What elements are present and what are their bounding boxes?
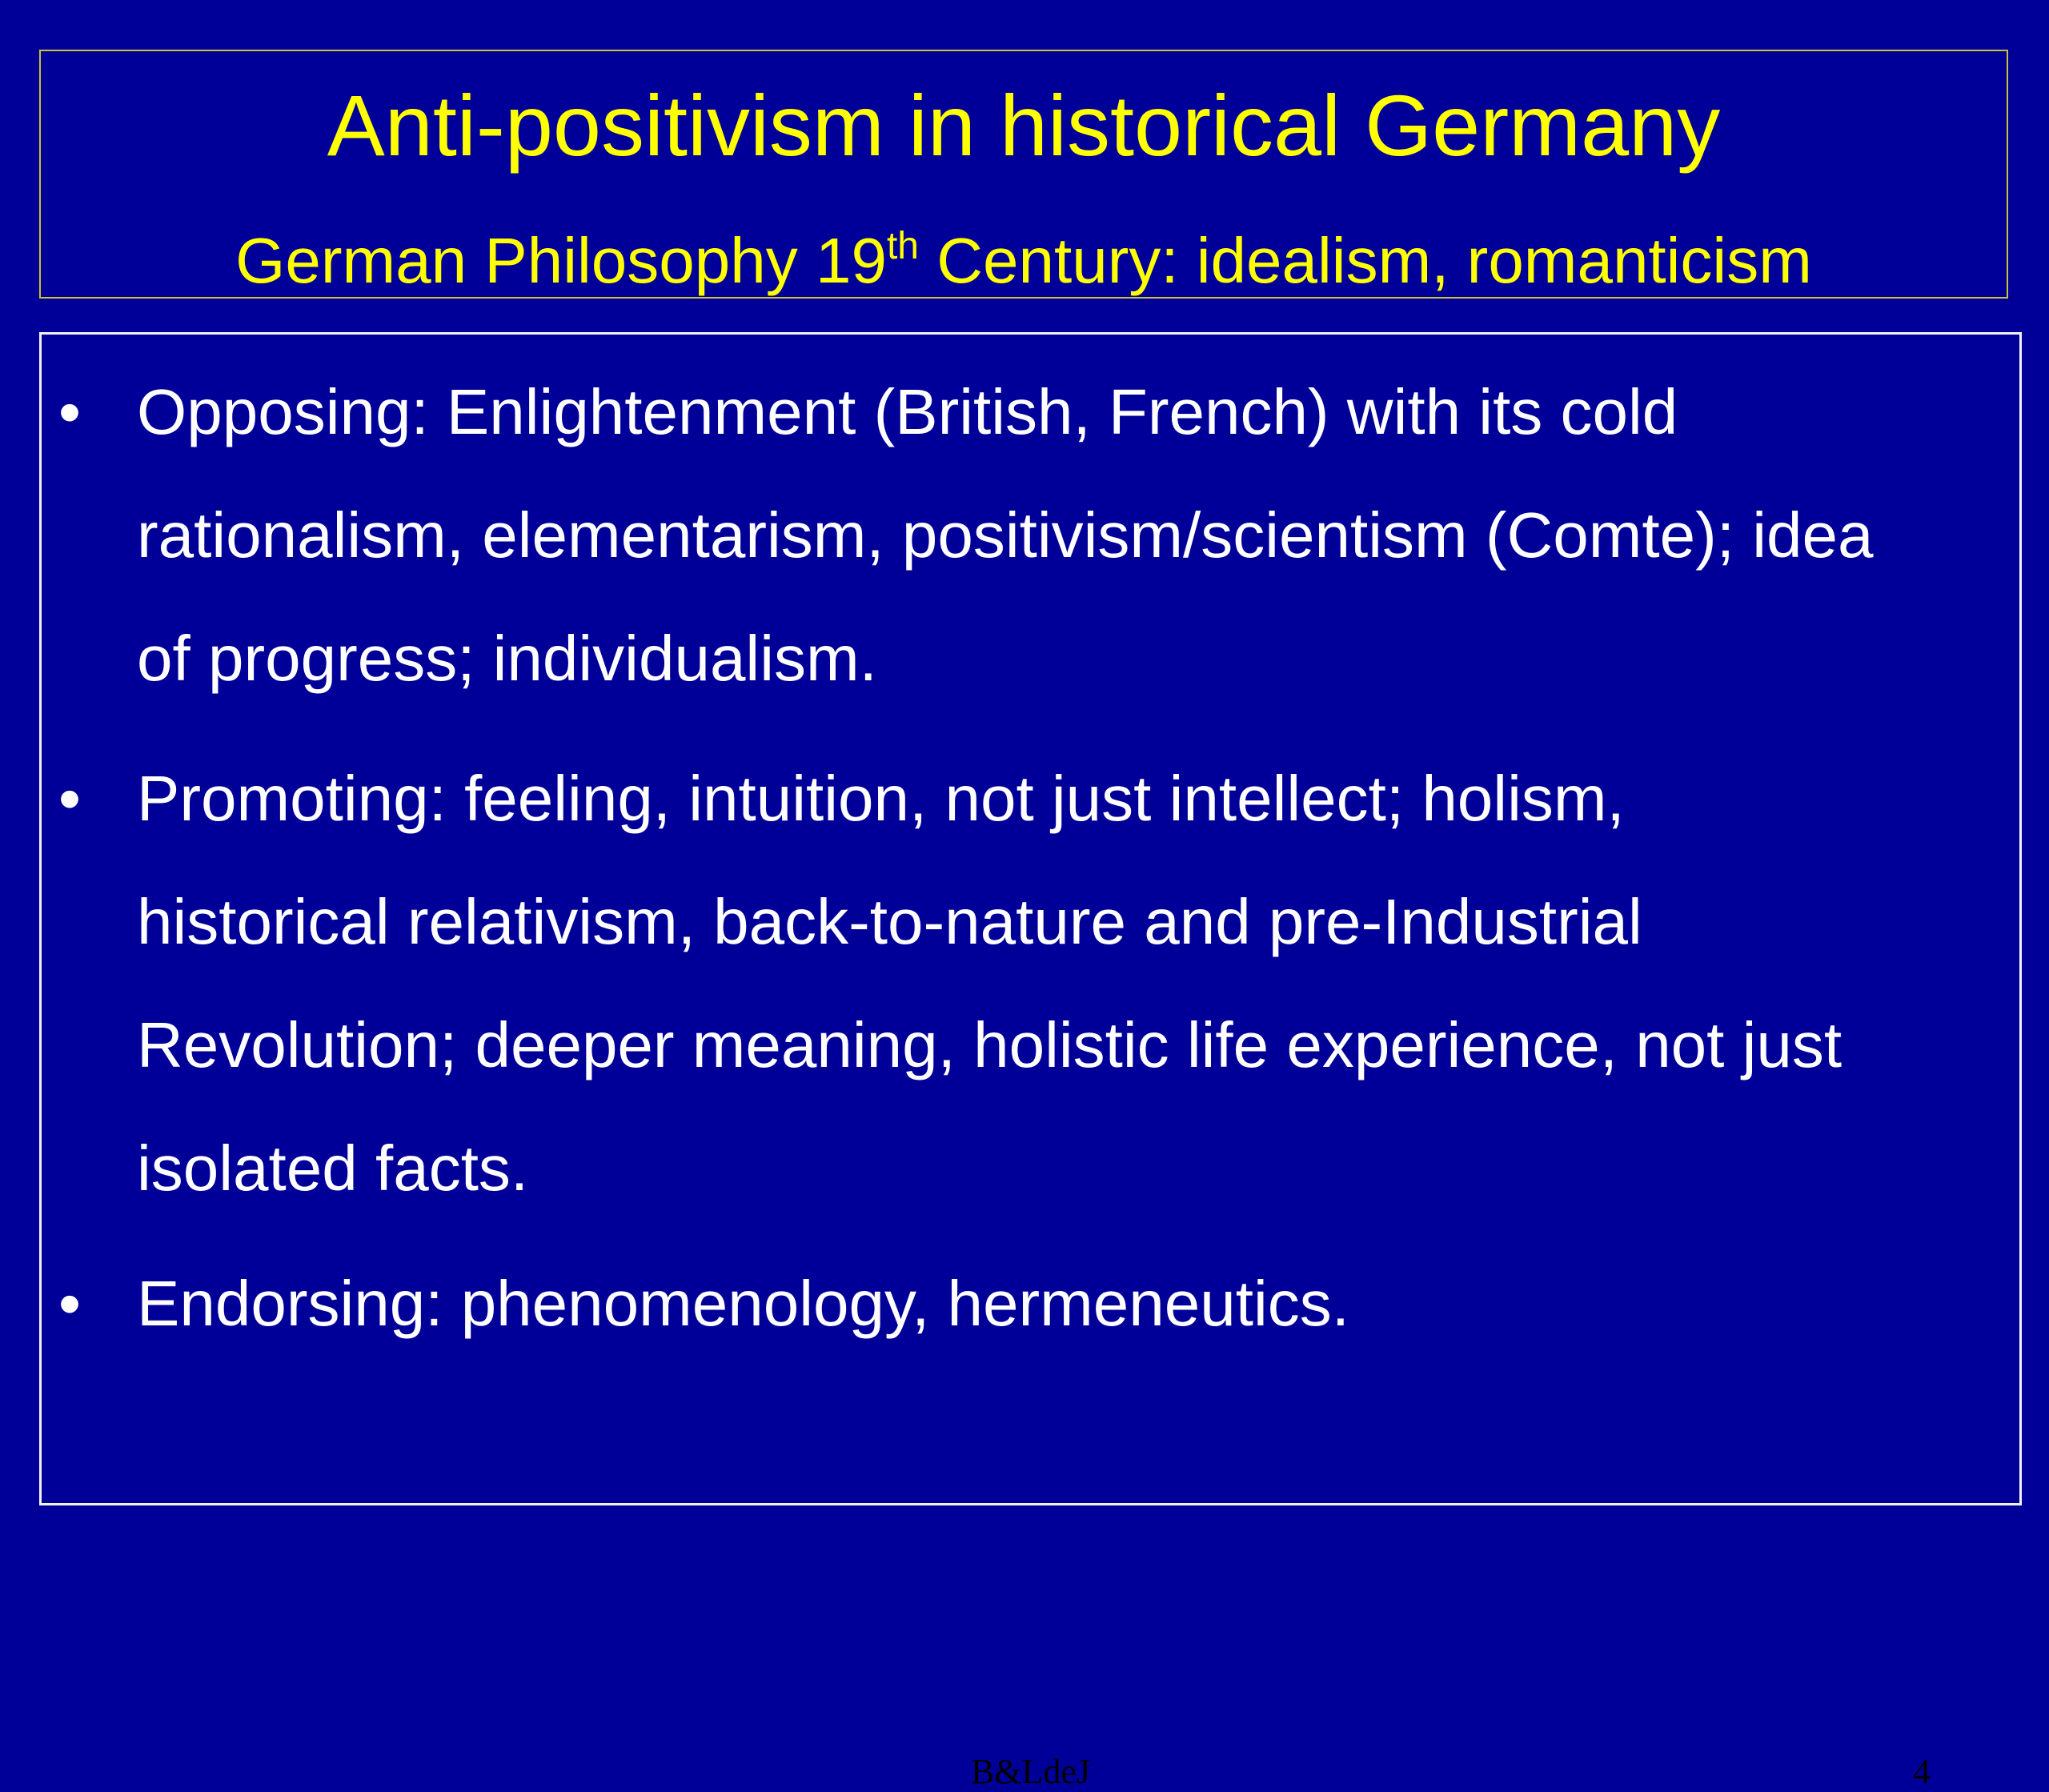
bullet-line: Opposing: Enlightenment (British, French) with its cold xyxy=(137,376,1678,447)
subtitle-superscript: th xyxy=(886,225,919,267)
bullet-dot: • xyxy=(58,1268,82,1339)
subtitle-post: Century: idealism, romanticism xyxy=(918,225,1812,296)
bullet-dot: • xyxy=(58,376,82,447)
slide-title: Anti-positivism in historical Germany xyxy=(327,77,1721,174)
bullet-line: of progress; individualism. xyxy=(137,623,877,694)
title-box xyxy=(39,50,2008,299)
bullet-line: Endorsing: phenomenology, hermeneutics. xyxy=(137,1268,1349,1339)
slide-subtitle xyxy=(41,221,2007,311)
subtitle-pre: German Philosophy 19 xyxy=(235,225,887,296)
bullet-line: historical relativism, back-to-nature and pre-Industrial xyxy=(137,886,1642,957)
bullet-dot: • xyxy=(58,763,82,834)
footer-author: B&LdeJ xyxy=(970,1752,1091,1791)
bullet-line: isolated facts. xyxy=(137,1133,529,1204)
bullet-line: rationalism, elementarism, positivism/scientism (Comte); idea xyxy=(137,499,1874,571)
bullet-line: Promoting: feeling, intuition, not just intellect; holism, xyxy=(137,763,1625,834)
bullet-line: Revolution; deeper meaning, holistic life experience, not just xyxy=(137,1009,1842,1080)
page-number: 4 xyxy=(1913,1752,1931,1791)
